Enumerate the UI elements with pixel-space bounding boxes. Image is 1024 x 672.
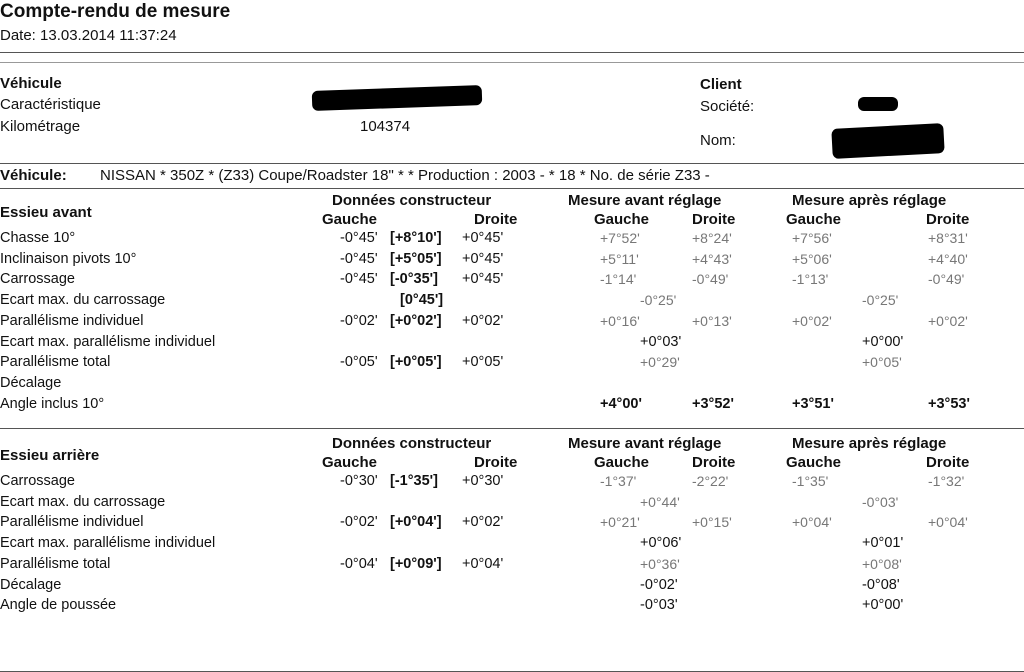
before-right-value: -0°49' (692, 271, 729, 287)
before-left-value: -1°37' (600, 473, 637, 489)
before-left-value: +4°00' (600, 396, 642, 412)
after-right-header: Droite (926, 454, 970, 471)
spec-max: +0°02' (462, 514, 504, 530)
spec-max: +0°45' (462, 230, 504, 246)
before-left-header: Gauche (594, 211, 650, 228)
mileage-value: 104374 (360, 118, 411, 135)
row-label: Ecart max. parallélisme individuel (0, 334, 216, 350)
row-label: Parallélisme total (0, 354, 111, 370)
spec-min: -0°04' (340, 556, 378, 572)
before-right-value: +0°13' (692, 313, 732, 329)
after-mid-value: -0°25' (862, 292, 899, 308)
after-right-value: +0°02' (928, 313, 968, 329)
row-label: Décalage (0, 375, 62, 391)
vehicle-line-top (0, 163, 1024, 164)
spec-header: Données constructeur (332, 435, 492, 452)
before-right-value: +8°24' (692, 230, 732, 246)
row-label: Chasse 10° (0, 230, 76, 246)
before-mid-value: -0°02' (640, 577, 678, 593)
row-label: Ecart max. du carrossage (0, 292, 166, 308)
spec-nominal: [0°45'] (400, 292, 444, 308)
after-left-value: +7°56' (792, 230, 832, 246)
spec-nominal: [+0°04'] (390, 514, 442, 530)
before-mid-value: -0°25' (640, 292, 677, 308)
before-right-header: Droite (692, 211, 736, 228)
vehicle-line-bottom (0, 188, 1024, 189)
spec-min: -0°05' (340, 354, 378, 370)
vehicle-label: Véhicule (0, 75, 62, 92)
spec-nominal: [+0°02'] (390, 313, 442, 329)
before-mid-value: +0°36' (640, 556, 680, 572)
spec-min: -0°02' (340, 313, 378, 329)
section-title: Essieu arrière (0, 447, 100, 464)
spec-right-header: Droite (474, 211, 518, 228)
spec-max: +0°45' (462, 271, 504, 287)
after-mid-value: +0°01' (862, 535, 904, 551)
after-left-value: +5°06' (792, 251, 832, 267)
row-label: Parallélisme individuel (0, 514, 144, 530)
before-right-value: +3°52' (692, 396, 734, 412)
document-date: Date: 13.03.2014 11:37:24 (0, 27, 177, 44)
company-label: Société: (700, 98, 755, 115)
vehicle-line-label: Véhicule: (0, 167, 67, 184)
name-label: Nom: (700, 132, 736, 149)
row-label: Inclinaison pivots 10° (0, 251, 137, 267)
redacted-characteristic (312, 85, 483, 111)
after-left-header: Gauche (786, 454, 842, 471)
after-mid-value: +0°05' (862, 354, 902, 370)
after-right-header: Droite (926, 211, 970, 228)
after-left-value: -1°13' (792, 271, 829, 287)
spec-nominal: [+0°09'] (390, 556, 442, 572)
before-left-value: +0°16' (600, 313, 640, 329)
after-mid-value: -0°08' (862, 577, 900, 593)
spec-nominal: [-0°35'] (390, 271, 438, 287)
mileage-label: Kilométrage (0, 118, 81, 135)
header-divider-2 (0, 62, 1024, 63)
before-right-value: -2°22' (692, 473, 729, 489)
row-label: Décalage (0, 577, 62, 593)
header-divider (0, 52, 1024, 53)
spec-min: -0°45' (340, 230, 378, 246)
before-left-header: Gauche (594, 454, 650, 471)
before-mid-value: +0°03' (640, 334, 682, 350)
spec-nominal: [-1°35'] (390, 473, 438, 489)
after-mid-value: +0°08' (862, 556, 902, 572)
spec-header: Données constructeur (332, 192, 492, 209)
after-right-value: -1°32' (928, 473, 965, 489)
before-right-value: +0°15' (692, 514, 732, 530)
row-label: Ecart max. du carrossage (0, 494, 166, 510)
after-header: Mesure après réglage (792, 435, 947, 452)
vehicle-description: NISSAN * 350Z * (Z33) Coupe/Roadster 18" * * Production : 2003 - * 18 * No. de série Z33 - (100, 167, 710, 184)
row-label: Ecart max. parallélisme individuel (0, 535, 216, 551)
before-left-value: +5°11' (600, 251, 639, 267)
spec-left-header: Gauche (322, 211, 378, 228)
before-mid-value: +0°44' (640, 494, 680, 510)
spec-min: -0°30' (340, 473, 378, 489)
after-mid-value: +0°00' (862, 334, 904, 350)
after-right-value: +3°53' (928, 396, 970, 412)
document-title: Compte-rendu de mesure (0, 1, 231, 22)
after-right-value: +8°31' (928, 230, 968, 246)
after-mid-value: +0°00' (862, 597, 904, 613)
row-label: Carrossage (0, 473, 75, 489)
spec-max: +0°02' (462, 313, 504, 329)
characteristic-label: Caractéristique (0, 96, 101, 113)
before-right-header: Droite (692, 454, 736, 471)
before-left-value: -1°14' (600, 271, 637, 287)
after-left-header: Gauche (786, 211, 842, 228)
after-left-value: +0°02' (792, 313, 832, 329)
spec-max: +0°30' (462, 473, 504, 489)
spec-left-header: Gauche (322, 454, 378, 471)
row-label: Carrossage (0, 271, 75, 287)
redacted-name (831, 123, 944, 159)
after-left-value: +3°51' (792, 396, 834, 412)
row-label: Angle inclus 10° (0, 396, 105, 412)
after-right-value: +0°04' (928, 514, 968, 530)
section-title: Essieu avant (0, 204, 92, 221)
client-title: Client (700, 76, 742, 93)
after-header: Mesure après réglage (792, 192, 947, 209)
spec-min: -0°02' (340, 514, 378, 530)
before-mid-value: +0°06' (640, 535, 682, 551)
before-left-value: +0°21' (600, 514, 640, 530)
spec-max: +0°05' (462, 354, 504, 370)
spec-min: -0°45' (340, 271, 378, 287)
row-label: Angle de poussée (0, 597, 117, 613)
row-label: Parallélisme total (0, 556, 111, 572)
after-right-value: +4°40' (928, 251, 968, 267)
before-header: Mesure avant réglage (568, 192, 722, 209)
after-right-value: -0°49' (928, 271, 965, 287)
after-left-value: +0°04' (792, 514, 832, 530)
before-right-value: +4°43' (692, 251, 732, 267)
after-left-value: -1°35' (792, 473, 829, 489)
spec-nominal: [+0°05'] (390, 354, 442, 370)
before-mid-value: -0°03' (640, 597, 678, 613)
spec-max: +0°04' (462, 556, 504, 572)
before-mid-value: +0°29' (640, 354, 680, 370)
spec-right-header: Droite (474, 454, 518, 471)
spec-min: -0°45' (340, 251, 378, 267)
row-label: Parallélisme individuel (0, 313, 144, 329)
redacted-company (858, 97, 898, 111)
section-divider (0, 428, 1024, 429)
spec-max: +0°45' (462, 251, 504, 267)
spec-nominal: [+5°05'] (390, 251, 442, 267)
spec-nominal: [+8°10'] (390, 230, 442, 246)
before-left-value: +7°52' (600, 230, 640, 246)
after-mid-value: -0°03' (862, 494, 899, 510)
before-header: Mesure avant réglage (568, 435, 722, 452)
